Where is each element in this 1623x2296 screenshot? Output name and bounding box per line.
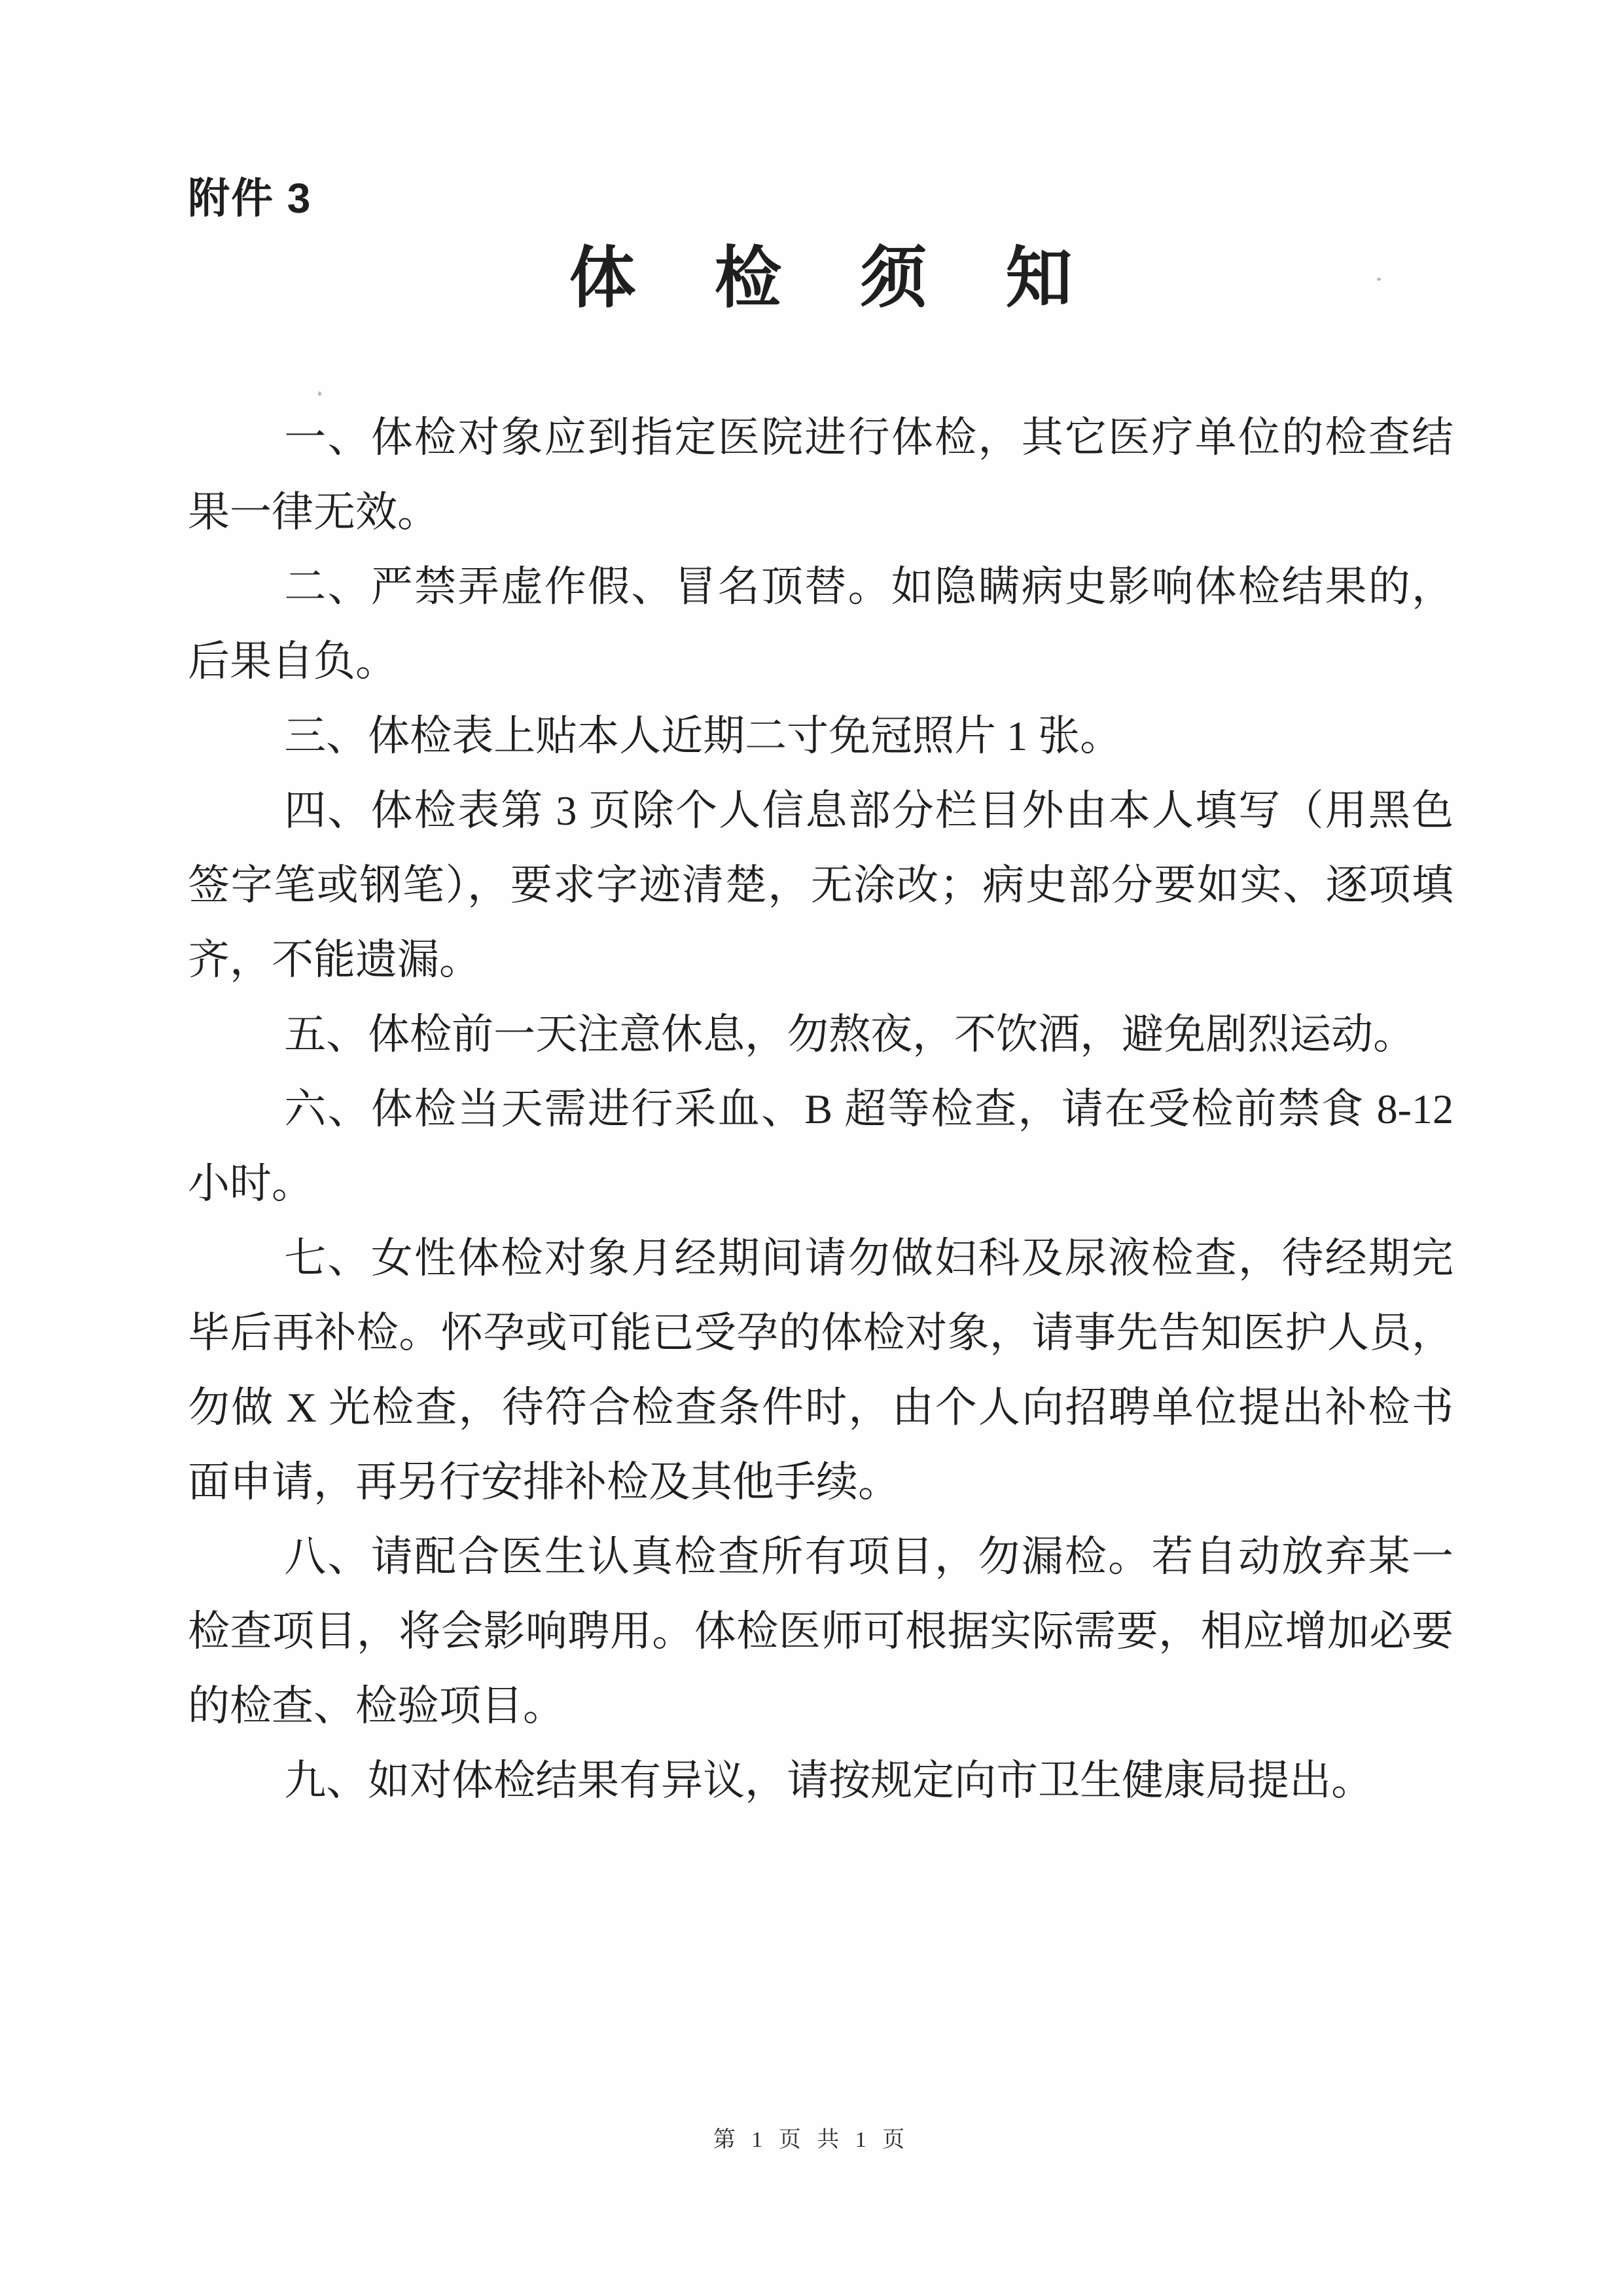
paragraph-3: 三、体检表上贴本人近期二寸免冠照片 1 张。 [284,713,1122,759]
paragraph-5: 五、体检前一天注意休息，勿熬夜，不饮酒，避免剧烈运动。 [284,1011,1416,1058]
paragraph-6: 六、体检当天需进行采血、B 超等检查，请在受检前禁食 8-12 小时。 [188,1086,1454,1207]
paragraph-4: 四、体检表第 3 页除个人信息部分栏目外由本人填写（用黑色签字笔或钢笔），要求字迹清楚，无涂改；病史部分要如实、逐项填齐，不能遗漏。 [188,787,1454,983]
document-body [188,401,1454,1818]
scan-artifact-dot [1377,278,1381,281]
paragraph-8: 八、请配合医生认真检查所有项目，勿漏检。若自动放弃某一检查项目，将会影响聘用。体检医师可根据实际需要，相应增加必要的检查、检验项目。 [188,1534,1454,1729]
paragraph-1: 一、体检对象应到指定医院进行体检，其它医疗单位的检查结果一律无效。 [188,414,1454,535]
page-title: 体 检 须 知 [569,241,1103,315]
paragraph-9: 九、如对体检结果有异议，请按规定向市卫生健康局提出。 [284,1757,1374,1804]
page-number: 第 1 页 共 1 页 [713,2128,910,2152]
paragraph-7: 七、女性体检对象月经期间请勿做妇科及尿液检查，待经期完毕后再补检。怀孕或可能已受孕的体检对象，请事先告知医护人员，勿做 X 光检查，待符合检查条件时，由个人向招聘单位提出补检书面申请，再另行安排补检及其他手续。 [188,1235,1454,1505]
paragraph-2: 二、严禁弄虚作假、冒名顶替。如隐瞒病史影响体检结果的，后果自负。 [188,564,1454,685]
attachment-label: 附件 3 [188,175,312,222]
scan-artifact-dot [318,391,321,396]
